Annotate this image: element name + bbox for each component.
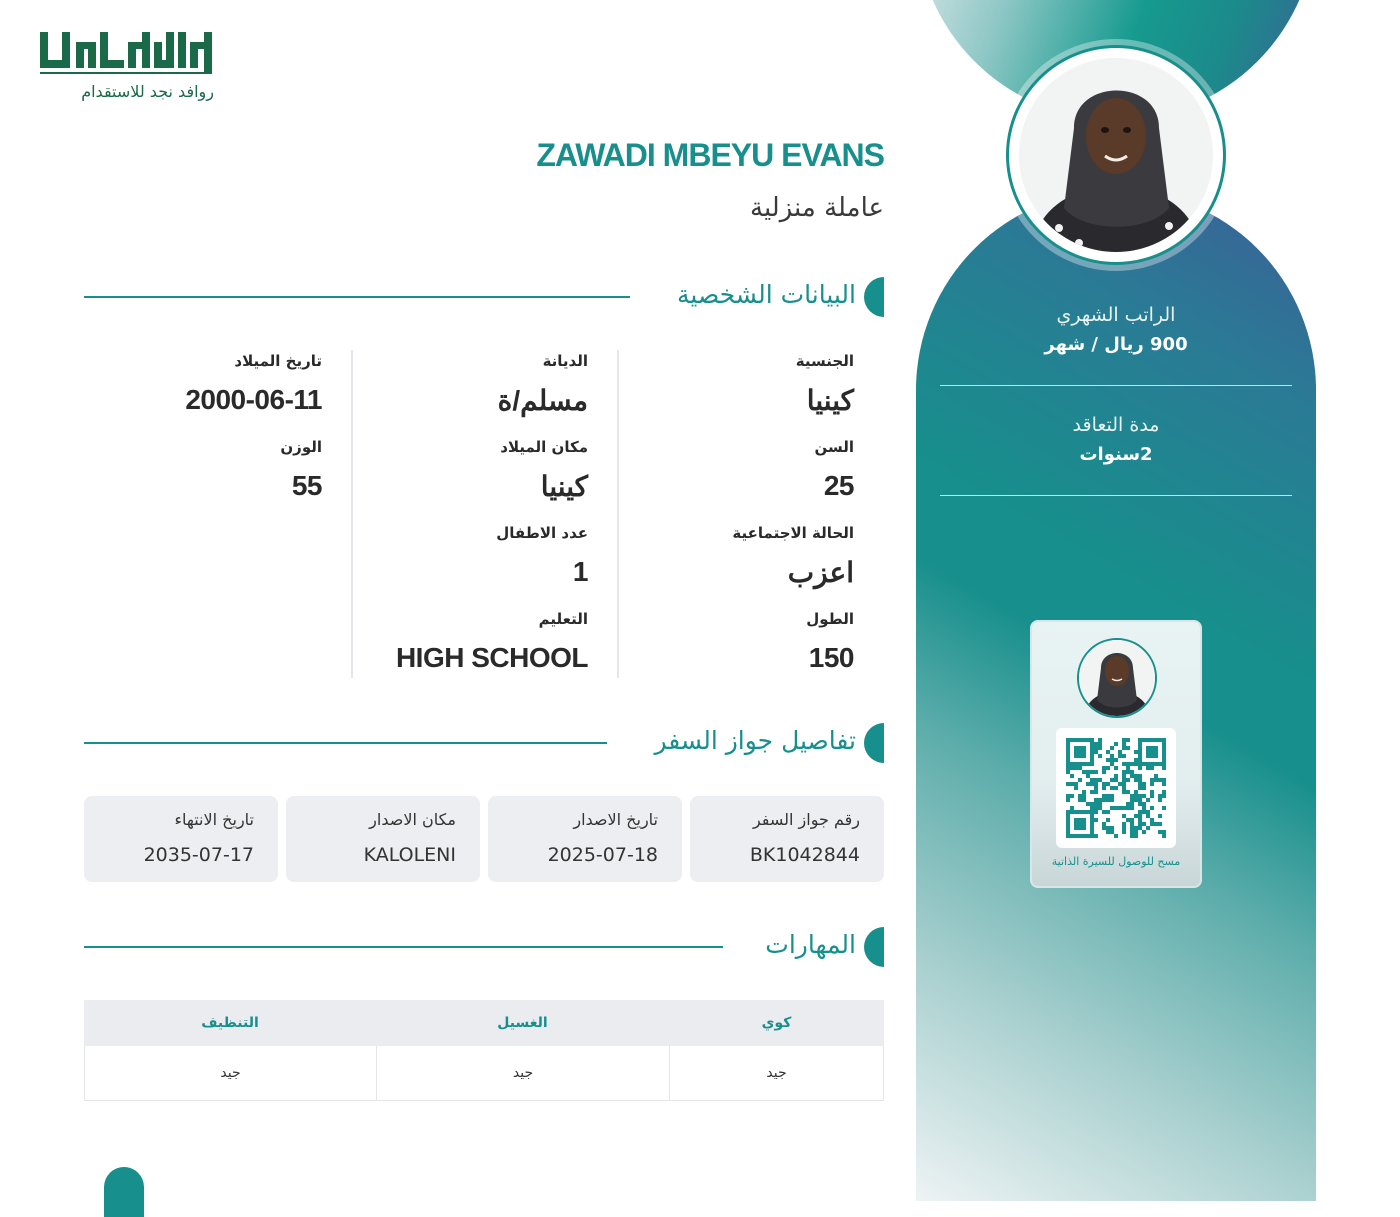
sidebar-divider (940, 495, 1292, 496)
birthplace-field (500, 438, 588, 503)
section-rule (84, 296, 630, 298)
skill-level-cell (84, 1046, 376, 1101)
company-logo[interactable] (38, 28, 218, 104)
salary-label: الراتب الشهري (1056, 304, 1176, 326)
field-value: 150 (808, 642, 854, 673)
field-value: مسلم/ة (497, 385, 588, 416)
field-value: كينيا (806, 385, 854, 416)
skill-header: الغسيل (497, 1015, 548, 1031)
skill-level: جيد (512, 1065, 534, 1081)
logo-wordmark (38, 28, 218, 80)
card-value: BK1042844 (749, 844, 860, 866)
column-divider (351, 350, 353, 678)
card-label: تاريخ الانتهاء (174, 810, 254, 829)
card-label: مكان الاصدار (369, 810, 456, 829)
skill-level: جيد (766, 1065, 787, 1081)
qr-profile-thumbnail (1077, 638, 1157, 718)
job-title: عاملة منزلية (750, 193, 884, 223)
qr-code[interactable] (1056, 728, 1176, 848)
issue-place-card (286, 796, 480, 882)
card-value: 2035-07-17 (143, 844, 254, 866)
field-value: اعزب (787, 557, 854, 588)
skills-section-title: المهارات (765, 930, 856, 959)
salary-block (940, 304, 1292, 355)
religion-field (498, 352, 588, 417)
age-field (814, 438, 854, 502)
field-label: الجنسية (795, 352, 854, 370)
field-label: تاريخ الميلاد (234, 352, 322, 370)
field-value: 55 (291, 470, 322, 501)
field-label: الديانة (542, 352, 588, 370)
candidate-name: ZAWADI MBEYU EVANS (536, 137, 884, 173)
qr-caption: مسح للوصول للسيرة الذاتية (1051, 855, 1181, 868)
height-field (806, 610, 854, 674)
profile-photo-image (1019, 58, 1213, 252)
marital-status-field (732, 524, 854, 589)
section-marker (864, 277, 884, 317)
field-value: HIGH SCHOOL (395, 642, 588, 673)
personal-section-title: البيانات الشخصية (677, 280, 856, 309)
section-rule (84, 742, 607, 744)
decorative-pill (104, 1167, 144, 1217)
card-label: رقم جواز السفر (752, 810, 860, 829)
passport-section-title: تفاصيل جواز السفر (654, 726, 856, 755)
logo-subtitle: روافد نجد للاستقدام (81, 82, 214, 101)
contract-label: مدة التعاقد (1072, 414, 1160, 436)
profile-photo (1006, 45, 1226, 265)
card-value: 2025-07-18 (547, 844, 658, 866)
field-label: التعليم (538, 610, 588, 628)
passport-number-card (690, 796, 884, 882)
education-field (396, 610, 588, 674)
skill-header: التنظيف (201, 1015, 259, 1031)
sidebar-divider (940, 385, 1292, 386)
contract-block (940, 414, 1292, 465)
contract-value: 2سنوات (1079, 444, 1153, 465)
expiry-date-card (84, 796, 278, 882)
weight-field (280, 438, 322, 502)
sidebar (916, 0, 1316, 1201)
field-value: 25 (823, 470, 854, 501)
card-label: تاريخ الاصدار (573, 810, 658, 829)
section-marker (864, 723, 884, 763)
field-label: الوزن (280, 438, 322, 456)
skill-level-cell (669, 1046, 884, 1101)
salary-value: 900 ريال / شهر (1044, 334, 1188, 355)
field-value: 1 (572, 556, 588, 587)
field-label: عدد الاطفال (496, 524, 588, 542)
section-rule (84, 946, 723, 948)
skill-level-cell (376, 1046, 669, 1101)
field-label: الطول (806, 610, 854, 628)
section-marker (864, 927, 884, 967)
nationality-field (796, 352, 854, 417)
field-value: كينيا (540, 471, 588, 502)
skill-level: جيد (220, 1065, 241, 1081)
birthdate-field (185, 352, 322, 416)
card-value: KALOLENI (363, 844, 456, 866)
field-label: السن (814, 438, 854, 456)
qr-card[interactable] (1030, 620, 1202, 888)
field-label: الحالة الاجتماعية (732, 524, 854, 542)
children-field (496, 524, 588, 588)
issue-date-card (488, 796, 682, 882)
skill-header: كوي (761, 1015, 792, 1031)
column-divider (617, 350, 619, 678)
field-value: 2000-06-11 (185, 384, 322, 415)
field-label: مكان الميلاد (500, 438, 588, 456)
